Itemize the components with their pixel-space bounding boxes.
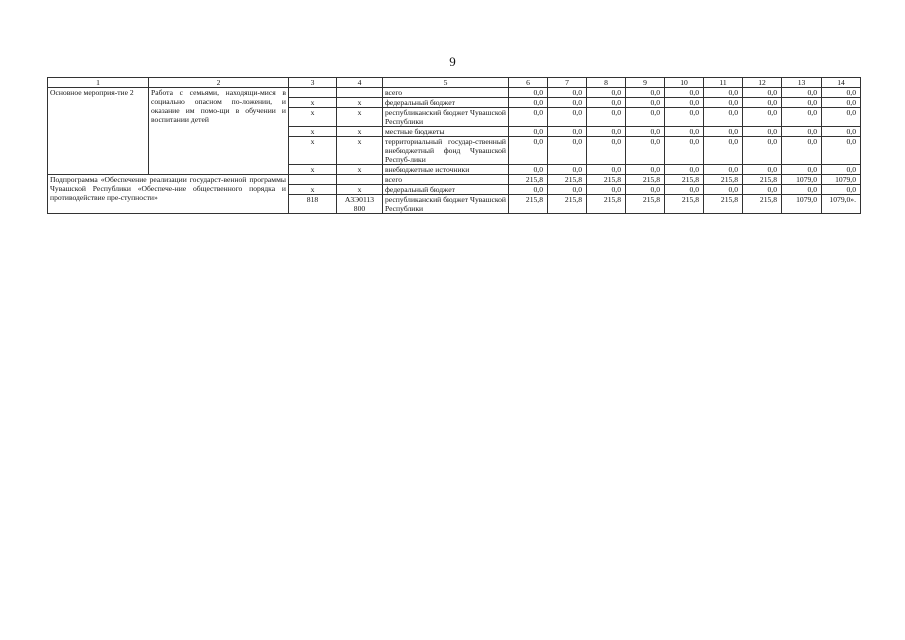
value-cell: 0,0 xyxy=(548,165,587,175)
value-cell: 0,0 xyxy=(782,185,822,195)
value-cell: 0,0 xyxy=(822,108,861,127)
table-row xyxy=(48,88,861,98)
row-title-cell: Подпрограмма «Обеспечение реализации государст-венной программы Чувашской Республики «Обеспече-ние общественного порядка и противодействие пре-ступности» xyxy=(48,175,289,214)
value-cell: 0,0 xyxy=(626,165,665,175)
value-cell: 0,0 xyxy=(509,185,548,195)
value-cell: 0,0 xyxy=(704,127,743,137)
code-cell-4 xyxy=(337,88,383,98)
header-cell: 8 xyxy=(587,78,626,88)
value-cell: 215,8 xyxy=(587,195,626,214)
value-cell: 215,8 xyxy=(704,175,743,185)
value-cell: 215,8 xyxy=(743,175,782,185)
value-cell: 1079,0 xyxy=(782,195,822,214)
value-cell: 0,0 xyxy=(626,185,665,195)
budget-table xyxy=(47,77,861,214)
value-cell: 0,0 xyxy=(587,165,626,175)
value-cell: 0,0 xyxy=(665,185,704,195)
value-cell: 0,0 xyxy=(626,137,665,165)
code-cell-3: x xyxy=(289,185,337,195)
header-cell: 12 xyxy=(743,78,782,88)
header-cell: 9 xyxy=(626,78,665,88)
value-cell: 0,0 xyxy=(743,108,782,127)
value-cell: 0,0 xyxy=(782,88,822,98)
funding-source-cell: федеральный бюджет xyxy=(383,98,509,108)
funding-source-cell: республиканский бюджет Чувашской Республики xyxy=(383,108,509,127)
value-cell: 0,0 xyxy=(548,98,587,108)
value-cell: 0,0 xyxy=(665,98,704,108)
value-cell: 0,0 xyxy=(743,127,782,137)
value-cell: 215,8 xyxy=(743,195,782,214)
funding-source-cell: всего xyxy=(383,88,509,98)
row-title-cell: Основное мероприя-тие 2 xyxy=(48,88,149,175)
value-cell: 1079,0 xyxy=(782,175,822,185)
value-cell: 0,0 xyxy=(548,108,587,127)
header-cell: 5 xyxy=(383,78,509,88)
value-cell: 215,8 xyxy=(626,175,665,185)
value-cell: 0,0 xyxy=(587,88,626,98)
value-cell: 0,0 xyxy=(626,108,665,127)
value-cell: 0,0 xyxy=(626,127,665,137)
header-cell: 10 xyxy=(665,78,704,88)
header-cell: 11 xyxy=(704,78,743,88)
value-cell: 0,0 xyxy=(665,165,704,175)
value-cell: 215,8 xyxy=(548,175,587,185)
value-cell: 0,0 xyxy=(548,88,587,98)
value-cell: 0,0 xyxy=(626,88,665,98)
value-cell: 215,8 xyxy=(587,175,626,185)
value-cell: 0,0 xyxy=(743,165,782,175)
code-cell-3: x xyxy=(289,108,337,127)
code-cell-4: x xyxy=(337,98,383,108)
value-cell: 0,0 xyxy=(665,137,704,165)
code-cell-4: x xyxy=(337,137,383,165)
header-row xyxy=(48,78,861,88)
header-cell: 6 xyxy=(509,78,548,88)
header-cell: 4 xyxy=(337,78,383,88)
code-cell-3 xyxy=(289,88,337,98)
value-cell: 0,0 xyxy=(743,98,782,108)
value-cell: 0,0 xyxy=(548,185,587,195)
value-cell: 1079,0 xyxy=(822,175,861,185)
table-row xyxy=(48,175,861,185)
value-cell: 215,8 xyxy=(665,195,704,214)
value-cell: 0,0 xyxy=(782,127,822,137)
value-cell: 0,0 xyxy=(822,185,861,195)
code-cell-4: x xyxy=(337,185,383,195)
value-cell: 0,0 xyxy=(548,137,587,165)
value-cell: 0,0 xyxy=(782,108,822,127)
code-cell-3: x xyxy=(289,165,337,175)
funding-source-cell: республиканский бюджет Чувашской Республики xyxy=(383,195,509,214)
code-cell-4: А3Э0113 800 xyxy=(337,195,383,214)
value-cell: 0,0 xyxy=(509,108,548,127)
value-cell: 0,0 xyxy=(548,127,587,137)
header-cell: 13 xyxy=(782,78,822,88)
value-cell: 0,0 xyxy=(587,185,626,195)
value-cell: 215,8 xyxy=(626,195,665,214)
code-cell-3: x xyxy=(289,137,337,165)
code-cell-3 xyxy=(289,175,337,185)
header-cell: 7 xyxy=(548,78,587,88)
value-cell: 0,0 xyxy=(704,137,743,165)
header-cell: 1 xyxy=(48,78,149,88)
value-cell: 0,0 xyxy=(704,165,743,175)
value-cell: 0,0 xyxy=(743,137,782,165)
funding-source-cell: федеральный бюджет xyxy=(383,185,509,195)
funding-source-cell: территориальный государ-ственный внебюджетный фонд Чувашской Респуб-лики xyxy=(383,137,509,165)
code-cell-4: x xyxy=(337,165,383,175)
funding-source-cell: внебюджетные источники xyxy=(383,165,509,175)
value-cell: 0,0 xyxy=(509,137,548,165)
funding-source-cell: всего xyxy=(383,175,509,185)
value-cell: 0,0 xyxy=(665,127,704,137)
value-cell: 0,0 xyxy=(822,127,861,137)
value-cell: 0,0 xyxy=(743,185,782,195)
value-cell: 0,0 xyxy=(704,88,743,98)
code-cell-3: 818 xyxy=(289,195,337,214)
header-cell: 3 xyxy=(289,78,337,88)
row-description-cell: Работа с семьями, находящи-мися в социально опасном по-ложении, и оказание им помо-щи в обучении и воспитании детей xyxy=(149,88,289,175)
value-cell: 0,0 xyxy=(743,88,782,98)
value-cell: 1079,0». xyxy=(822,195,861,214)
value-cell: 215,8 xyxy=(704,195,743,214)
code-cell-3: x xyxy=(289,98,337,108)
value-cell: 0,0 xyxy=(704,108,743,127)
code-cell-4 xyxy=(337,175,383,185)
value-cell: 0,0 xyxy=(782,137,822,165)
code-cell-4: x xyxy=(337,127,383,137)
value-cell: 215,8 xyxy=(509,195,548,214)
value-cell: 0,0 xyxy=(665,88,704,98)
value-cell: 0,0 xyxy=(509,165,548,175)
value-cell: 0,0 xyxy=(704,98,743,108)
value-cell: 215,8 xyxy=(509,175,548,185)
value-cell: 215,8 xyxy=(548,195,587,214)
value-cell: 0,0 xyxy=(782,165,822,175)
value-cell: 0,0 xyxy=(587,98,626,108)
code-cell-3: x xyxy=(289,127,337,137)
value-cell: 0,0 xyxy=(665,108,704,127)
value-cell: 215,8 xyxy=(665,175,704,185)
header-cell: 2 xyxy=(149,78,289,88)
value-cell: 0,0 xyxy=(587,108,626,127)
value-cell: 0,0 xyxy=(704,185,743,195)
value-cell: 0,0 xyxy=(509,88,548,98)
header-cell: 14 xyxy=(822,78,861,88)
value-cell: 0,0 xyxy=(822,98,861,108)
page-number: 9 xyxy=(449,54,456,69)
value-cell: 0,0 xyxy=(822,88,861,98)
value-cell: 0,0 xyxy=(587,127,626,137)
funding-source-cell: местные бюджеты xyxy=(383,127,509,137)
value-cell: 0,0 xyxy=(509,127,548,137)
value-cell: 0,0 xyxy=(626,98,665,108)
value-cell: 0,0 xyxy=(822,137,861,165)
value-cell: 0,0 xyxy=(587,137,626,165)
value-cell: 0,0 xyxy=(509,98,548,108)
code-cell-4: x xyxy=(337,108,383,127)
value-cell: 0,0 xyxy=(782,98,822,108)
value-cell: 0,0 xyxy=(822,165,861,175)
